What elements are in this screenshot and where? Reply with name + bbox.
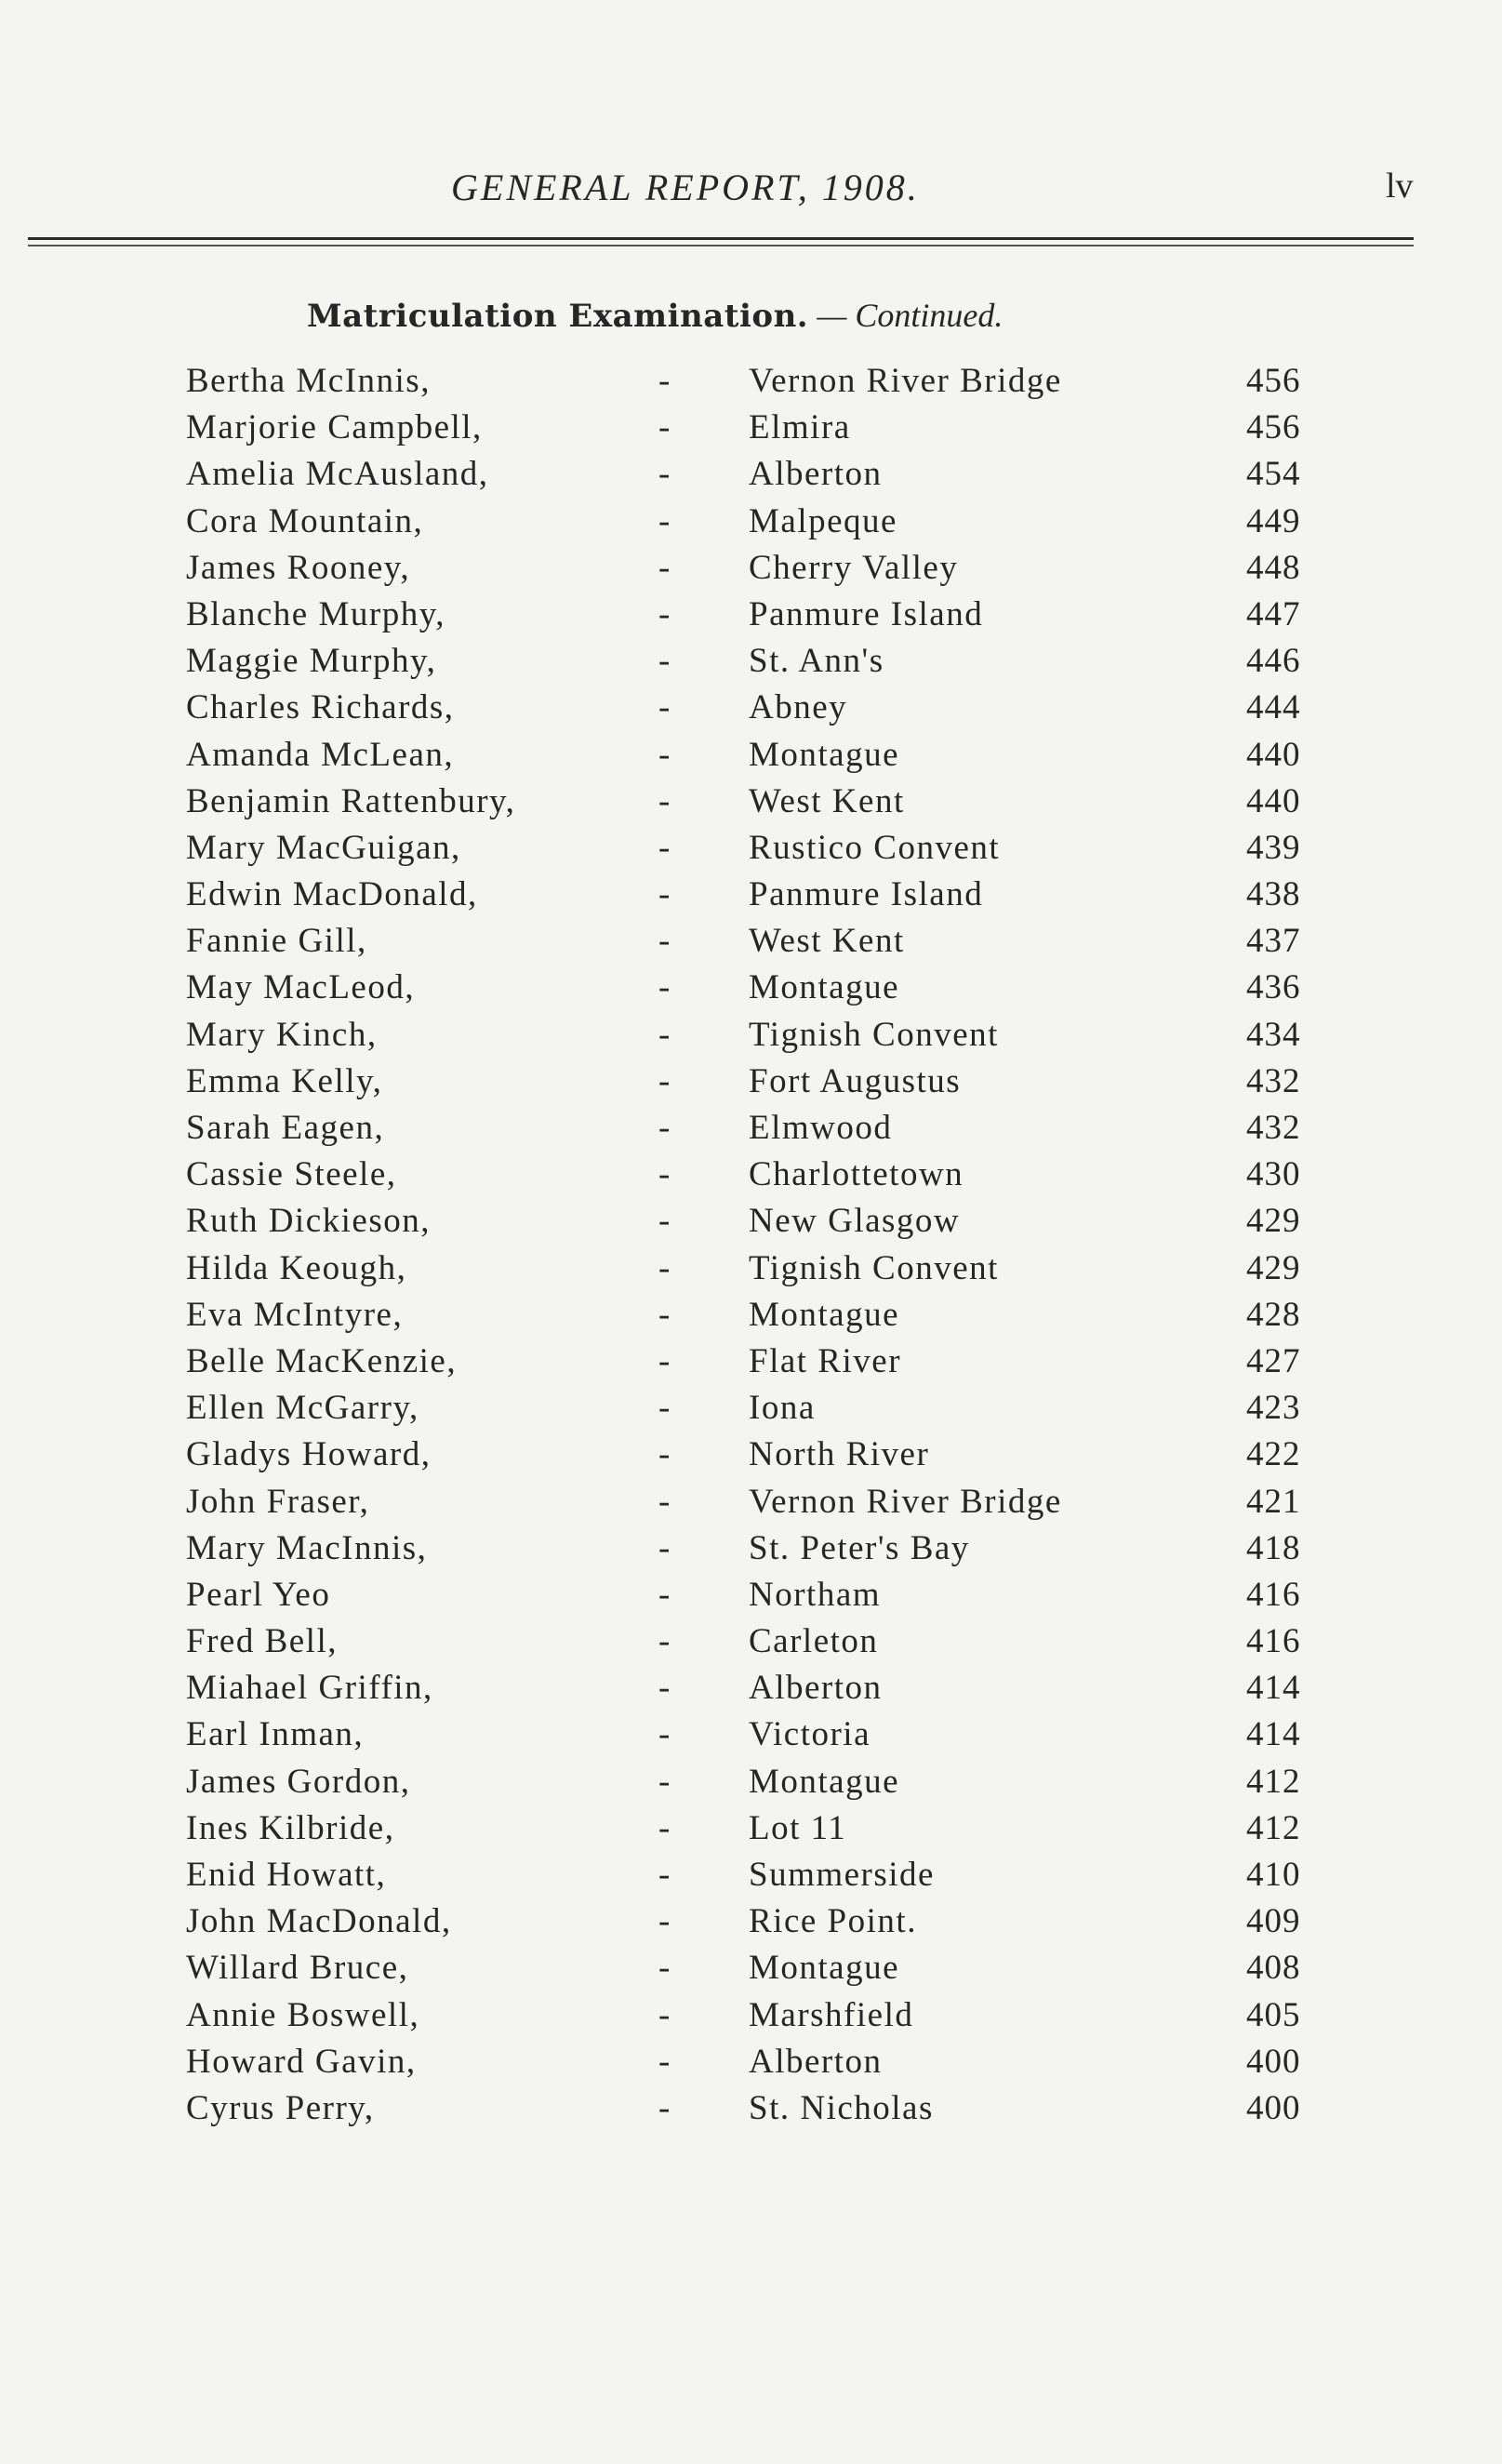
score: 429: [1246, 1202, 1301, 1241]
school-location: Summerside: [749, 1856, 935, 1894]
score: 430: [1246, 1155, 1301, 1194]
score: 432: [1246, 1109, 1301, 1147]
school-location: Marshfield: [749, 1995, 914, 2034]
separator-dash: -: [658, 1109, 671, 1147]
student-name: John MacDonald,: [186, 1902, 452, 1941]
score: 437: [1246, 922, 1301, 961]
score: 440: [1246, 735, 1301, 774]
student-name: Fred Bell,: [186, 1622, 338, 1661]
student-name: Mary MacGuigan,: [186, 828, 461, 867]
score: 456: [1246, 362, 1301, 400]
score: 418: [1246, 1528, 1301, 1567]
school-location: Panmure Island: [749, 594, 984, 633]
school-location: Rustico Convent: [749, 828, 1001, 867]
school-location: Lot 11: [749, 1808, 847, 1847]
result-row: [0, 781, 1502, 828]
separator-dash: -: [658, 1715, 671, 1754]
score: 414: [1246, 1669, 1301, 1708]
separator-dash: -: [658, 548, 671, 587]
result-row: [0, 1528, 1502, 1575]
school-location: Montague: [749, 735, 900, 774]
score: 423: [1246, 1389, 1301, 1428]
result-row: [0, 548, 1502, 594]
student-name: Blanche Murphy,: [186, 594, 446, 633]
separator-dash: -: [658, 1435, 671, 1474]
student-name: John Fraser,: [186, 1482, 370, 1521]
score: 427: [1246, 1341, 1301, 1380]
separator-dash: -: [658, 1902, 671, 1941]
student-name: Edwin MacDonald,: [186, 875, 478, 914]
student-name: Cyrus Perry,: [186, 2088, 375, 2127]
score: 400: [1246, 2042, 1301, 2081]
student-name: Emma Kelly,: [186, 1061, 383, 1100]
separator-dash: -: [658, 501, 671, 540]
separator-dash: -: [658, 735, 671, 774]
separator-dash: -: [658, 1995, 671, 2034]
result-row: [0, 1108, 1502, 1154]
separator-dash: -: [658, 1528, 671, 1567]
separator-dash: -: [658, 1669, 671, 1708]
separator-dash: -: [658, 1622, 671, 1661]
school-location: North River: [749, 1435, 930, 1474]
student-name: Amelia McAusland,: [186, 455, 489, 494]
score: 412: [1246, 1762, 1301, 1801]
result-row: [0, 1388, 1502, 1434]
score: 436: [1246, 968, 1301, 1007]
student-name: Pearl Yeo: [186, 1575, 331, 1614]
student-name: Maggie Murphy,: [186, 642, 437, 681]
section-continued: — Continued.: [817, 297, 1004, 334]
student-name: Bertha McInnis,: [186, 362, 431, 400]
header-rule-bottom: [28, 245, 1414, 246]
separator-dash: -: [658, 408, 671, 447]
student-name: James Rooney,: [186, 548, 411, 587]
school-location: Elmwood: [749, 1109, 893, 1147]
student-name: James Gordon,: [186, 1762, 411, 1801]
score: 438: [1246, 875, 1301, 914]
result-row: [0, 1434, 1502, 1481]
student-name: Mary MacInnis,: [186, 1528, 428, 1567]
score: 446: [1246, 642, 1301, 681]
school-location: Alberton: [749, 1669, 883, 1708]
separator-dash: -: [658, 688, 671, 727]
result-row: [0, 1248, 1502, 1295]
separator-dash: -: [658, 594, 671, 633]
section-heading: [307, 296, 1003, 336]
school-location: St. Nicholas: [749, 2088, 934, 2127]
result-row: [0, 1995, 1502, 2042]
score: 409: [1246, 1902, 1301, 1941]
result-row: [0, 828, 1502, 874]
result-row: [0, 1061, 1502, 1108]
school-location: Iona: [749, 1389, 816, 1428]
school-location: Flat River: [749, 1341, 902, 1380]
result-row: [0, 2088, 1502, 2135]
result-row: [0, 735, 1502, 781]
student-name: Belle MacKenzie,: [186, 1341, 458, 1380]
student-name: Fannie Gill,: [186, 922, 367, 961]
separator-dash: -: [658, 1155, 671, 1194]
school-location: Vernon River Bridge: [749, 1482, 1062, 1521]
score: 448: [1246, 548, 1301, 587]
result-row: [0, 1901, 1502, 1948]
student-name: Enid Howatt,: [186, 1856, 387, 1894]
result-row: [0, 407, 1502, 454]
student-name: Marjorie Campbell,: [186, 408, 483, 447]
result-row: [0, 1575, 1502, 1621]
student-name: Earl Inman,: [186, 1715, 365, 1754]
score: 412: [1246, 1808, 1301, 1847]
student-name: Cassie Steele,: [186, 1155, 397, 1194]
separator-dash: -: [658, 1202, 671, 1241]
result-row: [0, 1714, 1502, 1761]
separator-dash: -: [658, 362, 671, 400]
score: 405: [1246, 1995, 1301, 2034]
school-location: St. Ann's: [749, 642, 884, 681]
school-location: Montague: [749, 1762, 900, 1801]
student-name: Charles Richards,: [186, 688, 455, 727]
student-name: Eva McIntyre,: [186, 1295, 404, 1334]
student-name: May MacLeod,: [186, 968, 416, 1007]
student-name: Mary Kinch,: [186, 1015, 378, 1054]
student-name: Ruth Dickieson,: [186, 1202, 431, 1241]
student-name: Hilda Keough,: [186, 1248, 407, 1287]
separator-dash: -: [658, 1575, 671, 1614]
result-row: [0, 2042, 1502, 2088]
score: 434: [1246, 1015, 1301, 1054]
school-location: West Kent: [749, 781, 905, 820]
school-location: Victoria: [749, 1715, 871, 1754]
score: 400: [1246, 2088, 1301, 2127]
result-row: [0, 1482, 1502, 1528]
score: 444: [1246, 688, 1301, 727]
student-name: Benjamin Rattenbury,: [186, 781, 516, 820]
separator-dash: -: [658, 1341, 671, 1380]
score: 439: [1246, 828, 1301, 867]
school-location: Alberton: [749, 2042, 883, 2081]
score: 454: [1246, 455, 1301, 494]
result-row: [0, 1762, 1502, 1808]
student-name: Ellen McGarry,: [186, 1389, 419, 1428]
separator-dash: -: [658, 1762, 671, 1801]
score: 432: [1246, 1061, 1301, 1100]
school-location: Fort Augustus: [749, 1061, 962, 1100]
school-location: Panmure Island: [749, 875, 984, 914]
score: 416: [1246, 1575, 1301, 1614]
separator-dash: -: [658, 1015, 671, 1054]
score: 421: [1246, 1482, 1301, 1521]
result-row: [0, 501, 1502, 548]
result-row: [0, 454, 1502, 500]
separator-dash: -: [658, 1949, 671, 1988]
school-location: West Kent: [749, 922, 905, 961]
school-location: Tignish Convent: [749, 1015, 999, 1054]
running-title: GENERAL REPORT, 1908.: [451, 166, 920, 208]
result-row: [0, 594, 1502, 641]
separator-dash: -: [658, 1248, 671, 1287]
running-header: [0, 166, 1502, 221]
separator-dash: -: [658, 781, 671, 820]
school-location: Carleton: [749, 1622, 879, 1661]
section-title: Matriculation Examination.: [307, 298, 809, 335]
separator-dash: -: [658, 1808, 671, 1847]
result-row: [0, 921, 1502, 967]
school-location: Vernon River Bridge: [749, 362, 1062, 400]
separator-dash: -: [658, 875, 671, 914]
student-name: Miahael Griffin,: [186, 1669, 433, 1708]
school-location: Elmira: [749, 408, 851, 447]
student-name: Sarah Eagen,: [186, 1109, 385, 1147]
separator-dash: -: [658, 1061, 671, 1100]
score: 422: [1246, 1435, 1301, 1474]
result-row: [0, 1668, 1502, 1714]
result-row: [0, 361, 1502, 407]
score: 416: [1246, 1622, 1301, 1661]
result-row: [0, 1855, 1502, 1901]
separator-dash: -: [658, 828, 671, 867]
separator-dash: -: [658, 1482, 671, 1521]
student-name: Ines Kilbride,: [186, 1808, 395, 1847]
school-location: Alberton: [749, 455, 883, 494]
student-name: Howard Gavin,: [186, 2042, 417, 2081]
student-name: Cora Mountain,: [186, 501, 424, 540]
score: 440: [1246, 781, 1301, 820]
result-row: [0, 641, 1502, 687]
score: 408: [1246, 1949, 1301, 1988]
result-row: [0, 1341, 1502, 1388]
school-location: Northam: [749, 1575, 882, 1614]
score: 447: [1246, 594, 1301, 633]
separator-dash: -: [658, 455, 671, 494]
result-row: [0, 1154, 1502, 1201]
header-rule-top: [28, 237, 1414, 240]
student-name: Amanda McLean,: [186, 735, 455, 774]
separator-dash: -: [658, 1856, 671, 1894]
student-name: Annie Boswell,: [186, 1995, 420, 2034]
result-row: [0, 1295, 1502, 1341]
score: 456: [1246, 408, 1301, 447]
school-location: Cherry Valley: [749, 548, 959, 587]
separator-dash: -: [658, 922, 671, 961]
result-row: [0, 1201, 1502, 1247]
student-name: Gladys Howard,: [186, 1435, 432, 1474]
score: 449: [1246, 501, 1301, 540]
separator-dash: -: [658, 968, 671, 1007]
separator-dash: -: [658, 1389, 671, 1428]
score: 429: [1246, 1248, 1301, 1287]
result-row: [0, 1948, 1502, 1994]
result-row: [0, 687, 1502, 734]
school-location: Abney: [749, 688, 848, 727]
school-location: Montague: [749, 968, 900, 1007]
separator-dash: -: [658, 2042, 671, 2081]
separator-dash: -: [658, 1295, 671, 1334]
school-location: Rice Point.: [749, 1902, 917, 1941]
results-list: [0, 361, 1502, 2135]
score: 428: [1246, 1295, 1301, 1334]
student-name: Willard Bruce,: [186, 1949, 409, 1988]
result-row: [0, 1621, 1502, 1668]
separator-dash: -: [658, 642, 671, 681]
page-number: lv: [1386, 166, 1414, 206]
score: 410: [1246, 1856, 1301, 1894]
school-location: Charlottetown: [749, 1155, 964, 1194]
school-location: St. Peter's Bay: [749, 1528, 970, 1567]
school-location: Tignish Convent: [749, 1248, 999, 1287]
school-location: Malpeque: [749, 501, 897, 540]
school-location: Montague: [749, 1949, 900, 1988]
score: 414: [1246, 1715, 1301, 1754]
result-row: [0, 967, 1502, 1014]
school-location: New Glasgow: [749, 1202, 961, 1241]
school-location: Montague: [749, 1295, 900, 1334]
separator-dash: -: [658, 2088, 671, 2127]
result-row: [0, 1808, 1502, 1855]
result-row: [0, 1015, 1502, 1061]
result-row: [0, 874, 1502, 921]
